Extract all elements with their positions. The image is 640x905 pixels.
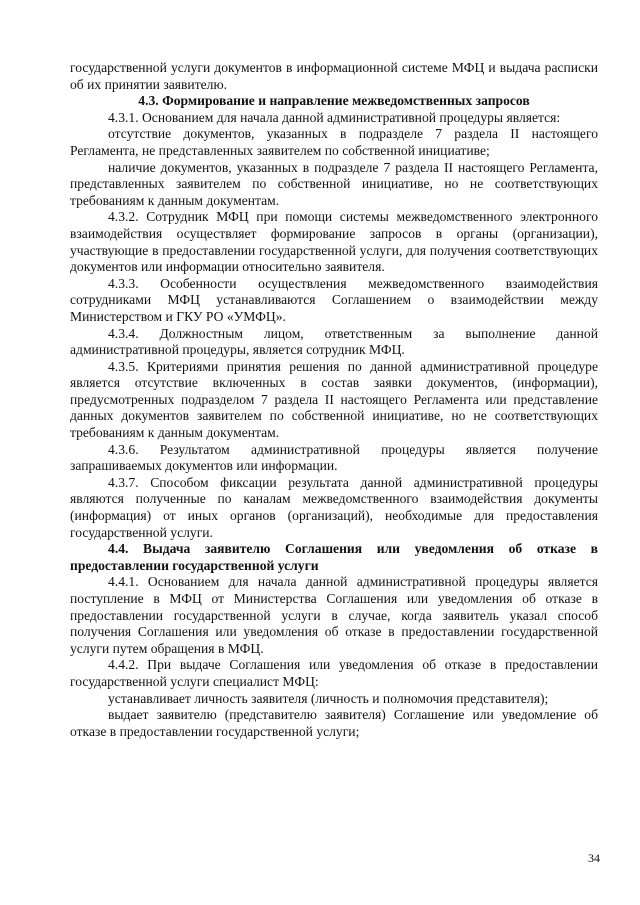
paragraph-4-3-1-item-1: отсутствие документов, указанных в подразделе 7 раздела II настоящего Регламента, не представленных заявителем по собственной инициативе; [70,126,598,158]
section-heading-4-3: 4.3. Формирование и направление межведомственных запросов [138,93,530,109]
paragraph-4-4-1: 4.4.1. Основанием для начала данной административной процедуры является поступление в МФЦ от Министерства Соглашения или уведомления об отказе в предоставлении государственной услуги в случае, когда заявитель указал способ получения Соглашения или уведомления об отказе в предоставлении государственной услуги путем обращения в МФЦ. [70,574,598,656]
paragraph-4-4-2: 4.4.2. При выдаче Соглашения или уведомления об отказе в предоставлении государственной услуги специалист МФЦ: [70,657,598,689]
document-page [70,60,598,740]
paragraph-4-4-2-item-2: выдает заявителю (представителю заявителя) Соглашение или уведомление об отказе в предоставлении государственной услуги; [70,707,598,739]
section-heading-4-4: 4.4. Выдача заявителю Соглашения или уведомления об отказе в предоставлении государственной услуги [70,541,598,573]
paragraph-continuation: государственной услуги документов в информационной системе МФЦ и выдача расписки об их принятии заявителю. [70,60,598,92]
paragraph-4-3-6: 4.3.6. Результатом административной процедуры является получение запрашиваемых документов или информации. [70,441,598,474]
page-number: 34 [588,851,600,865]
paragraph-4-3-7: 4.3.7. Способом фиксации результата данной административной процедуры являются полученные по каналам межведомственного взаимодействия документы (информация) от иных органов (организаций), необходимые для предоставления государственной услуги. [70,474,598,540]
paragraph-4-3-2: 4.3.2. Сотрудник МФЦ при помощи системы межведомственного электронного взаимодействия осуществляет формирование запросов в органы (организации), участвующие в предоставлении государственной услуги, для получения соответствующих документов или информации относительно заявителя. [70,209,598,275]
paragraph-4-4-2-item-1: устанавливает личность заявителя (личность и полномочия представителя); [108,690,549,706]
paragraph-4-3-1: 4.3.1. Основанием для начала данной административной процедуры является: [108,109,561,125]
paragraph-4-3-4: 4.3.4. Должностным лицом, ответственным за выполнение данной административной процедуры, является сотрудник МФЦ. [70,325,598,358]
paragraph-4-3-3: 4.3.3. Особенности осуществления межведомственного взаимодействия сотрудниками МФЦ устанавливаются Соглашением о взаимодействии между Министерством и ГКУ РО «УМФЦ». [70,275,598,324]
paragraph-4-3-5: 4.3.5. Критериями принятия решения по данной административной процедуре является отсутствие включенных в состав заявки документов, (информации), предусмотренных подразделом 7 раздела II настоящего Регламента или представление данных документов заявителем по собственной инициативе, но не соответствующих требованиям к данным документам. [70,358,598,441]
paragraph-4-3-1-item-2: наличие документов, указанных в подразделе 7 раздела II настоящего Регламента, представленных заявителем по собственной инициативе, но не соответствующих требованиям к данным документам. [70,159,598,208]
